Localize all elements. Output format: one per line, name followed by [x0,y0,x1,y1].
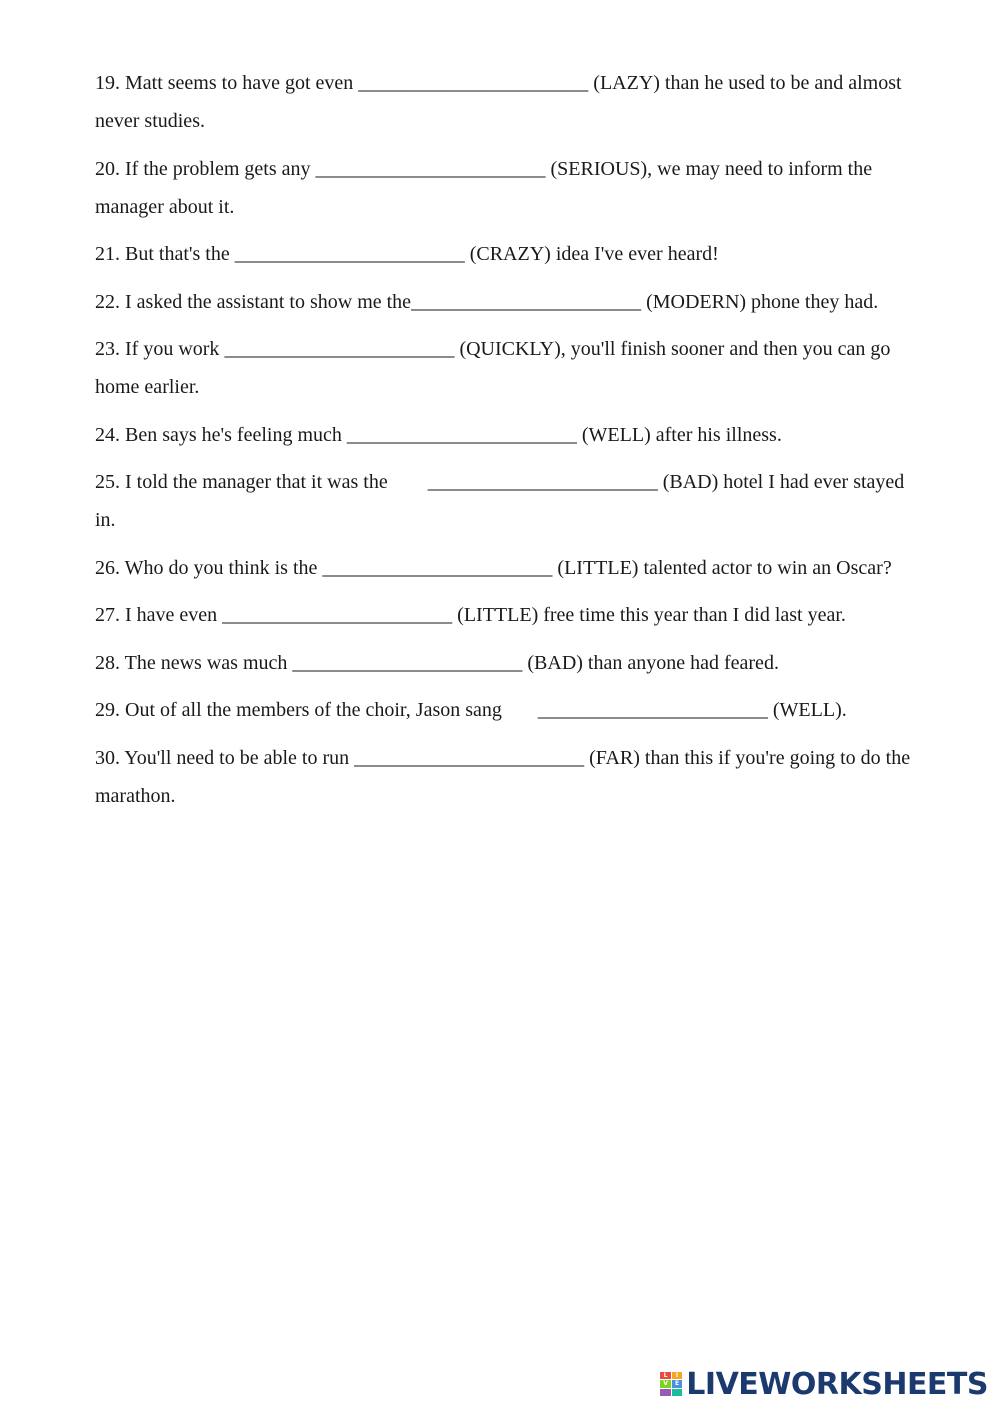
question-19-blank[interactable]: _______________________ [358,72,589,94]
logo-tile-5 [660,1389,671,1396]
question-24-blank[interactable]: _______________________ [346,423,577,446]
question-20-before: 20. If the problem gets any [95,157,316,180]
question-26-blank[interactable]: _______________________ [322,556,553,579]
question-22-before: 22. I asked the assistant to show me the [95,290,412,313]
question-26-after: (LITTLE) talented actor to win an Oscar? [552,556,892,579]
question-22-after: (MODERN) phone they had. [641,290,879,313]
question-28-after: (BAD) than anyone had feared. [522,651,779,674]
question-29-before: 29. Out of all the members of the choir, Jason sang [95,699,502,721]
question-21 [95,235,921,273]
question-25-blank[interactable]: _______________________ [427,471,658,493]
liveworksheets-logo-icon [660,1372,682,1396]
question-27-blank[interactable]: _______________________ [222,604,453,626]
question-28-blank[interactable]: _______________________ [292,651,523,674]
question-20 [95,150,921,226]
liveworksheets-wordmark: LIVEWORKSHEETS [686,1366,988,1402]
question-19-after: (LAZY) than he used to be and almost never studies. [95,72,902,132]
question-21-after: (CRAZY) idea I've ever heard! [464,243,719,265]
question-20-blank[interactable]: _______________________ [315,157,546,180]
question-21-before: 21. But that's the [95,243,235,265]
question-29-blank[interactable]: _______________________ [537,699,768,721]
question-30-after: (FAR) than this if you're going to do the marathon. [95,746,911,807]
question-19-before: 19. Matt seems to have got even [95,72,359,94]
question-28-before: 28. The news was much [95,651,293,674]
question-23-before: 23. If you work [95,338,225,360]
question-27-after: (LITTLE) free time this year than I did last year. [452,604,846,626]
question-27 [95,596,921,634]
question-22 [95,283,921,321]
question-25-before: 25. I told the manager that it was the [95,471,388,493]
logo-tile-3: V [660,1380,671,1387]
liveworksheets-brand[interactable] [660,1362,988,1406]
question-20-after: (SERIOUS), we may need to inform the manager about it. [95,157,873,218]
question-30 [95,739,921,815]
question-29 [95,691,921,729]
question-23-blank[interactable]: _______________________ [224,338,455,360]
question-24 [95,416,921,454]
question-29-after: (WELL). [767,699,847,721]
question-30-before: 30. You'll need to be able to run [95,746,355,769]
question-26-before: 26. Who do you think is the [95,556,323,579]
question-19 [95,64,921,140]
question-26 [95,549,921,587]
question-24-before: 24. Ben says he's feeling much [95,423,347,446]
logo-tile-2: I [672,1372,683,1379]
question-22-blank[interactable]: _______________________ [411,290,642,313]
question-30-blank[interactable]: _______________________ [354,746,585,769]
logo-tile-4: E [672,1380,683,1387]
question-25-after: (BAD) hotel I had ever stayed in. [95,471,905,531]
question-25 [95,463,921,539]
logo-tile-1: L [660,1372,671,1379]
question-24-after: (WELL) after his illness. [576,423,782,446]
question-21-blank[interactable]: _______________________ [234,243,465,265]
worksheet-page [95,64,921,824]
question-23-after: (QUICKLY), you'll finish sooner and then you can go home earlier. [95,338,891,398]
question-27-before: 27. I have even [95,604,223,626]
question-23 [95,330,921,406]
logo-tile-6 [672,1389,683,1396]
question-28 [95,644,921,682]
